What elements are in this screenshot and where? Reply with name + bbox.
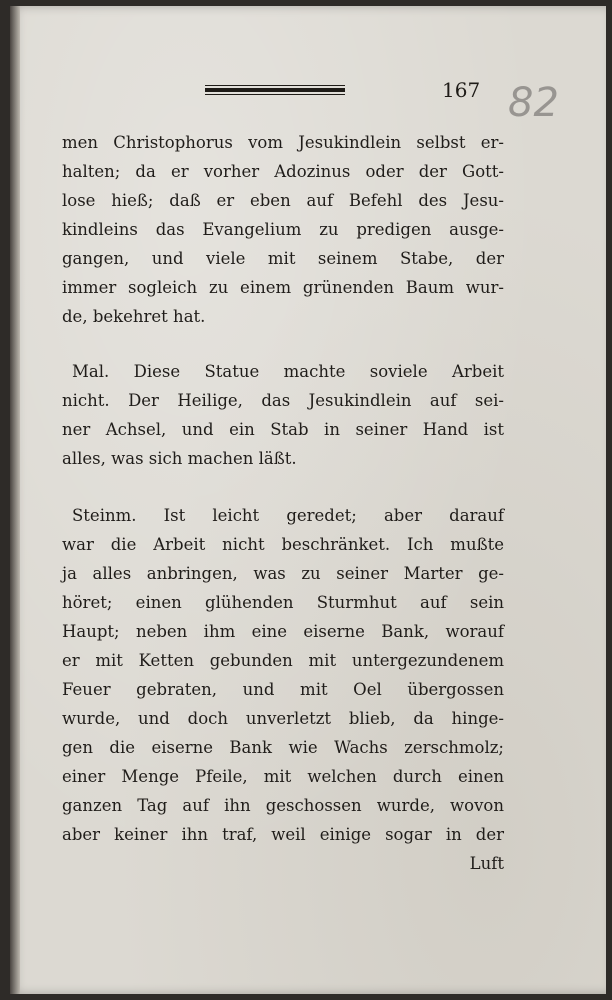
text-line: men Christophorus vom Jesukindlein selbst er- bbox=[62, 133, 504, 152]
text-line: de, bekehret hat. bbox=[62, 307, 206, 326]
text-line: höret; einen glühenden Sturmhut auf sein bbox=[62, 593, 504, 612]
page-number: 167 bbox=[442, 78, 481, 102]
text-line: ganzen Tag auf ihn geschossen wurde, wovon bbox=[62, 796, 504, 815]
text-line: wurde, und doch unverletzt blieb, da hinge- bbox=[62, 709, 504, 728]
text-line: lose hieß; daß er eben auf Befehl des Jesu- bbox=[62, 191, 504, 210]
text-line: gangen, und viele mit seinem Stabe, der bbox=[62, 249, 504, 268]
text-line: kindleins das Evangelium zu predigen ausge- bbox=[62, 220, 504, 239]
text-line: nicht. Der Heilige, das Jesukindlein auf sei- bbox=[62, 391, 504, 410]
text-line: einer Menge Pfeile, mit welchen durch einen bbox=[62, 767, 504, 786]
text-line: war die Arbeit nicht beschränket. Ich mußte bbox=[62, 535, 504, 554]
text-line: ja alles anbringen, was zu seiner Marter ge- bbox=[62, 564, 504, 583]
text-line: Haupt; neben ihm eine eiserne Bank, worauf bbox=[62, 622, 504, 641]
page-gutter bbox=[10, 6, 20, 994]
book-page bbox=[10, 6, 606, 994]
paragraph-1 bbox=[62, 128, 504, 331]
pencil-folio-mark: 82 bbox=[508, 80, 559, 126]
text-line: Feuer gebraten, und mit Oel übergossen bbox=[62, 680, 504, 699]
text-line: halten; da er vorher Adozinus oder der Gott- bbox=[62, 162, 504, 181]
catchword: Luft bbox=[469, 854, 504, 873]
text-line: er mit Ketten gebunden mit untergezundenem bbox=[62, 651, 504, 670]
text-line: ner Achsel, und ein Stab in seiner Hand ist bbox=[62, 420, 504, 439]
text-line: alles, was sich machen läßt. bbox=[62, 449, 297, 468]
text-line: gen die eiserne Bank wie Wachs zerschmolz; bbox=[62, 738, 504, 757]
paragraph-3 bbox=[62, 501, 504, 878]
text-line: Mal. Diese Statue machte soviele Arbeit bbox=[72, 362, 504, 381]
header-rule bbox=[205, 85, 345, 95]
text-line: aber keiner ihn traf, weil einige sogar in der bbox=[62, 825, 504, 844]
text-line: Steinm. Ist leicht geredet; aber darauf bbox=[72, 506, 504, 525]
paragraph-2 bbox=[62, 357, 504, 473]
text-line: immer sogleich zu einem grünenden Baum wur- bbox=[62, 278, 504, 297]
